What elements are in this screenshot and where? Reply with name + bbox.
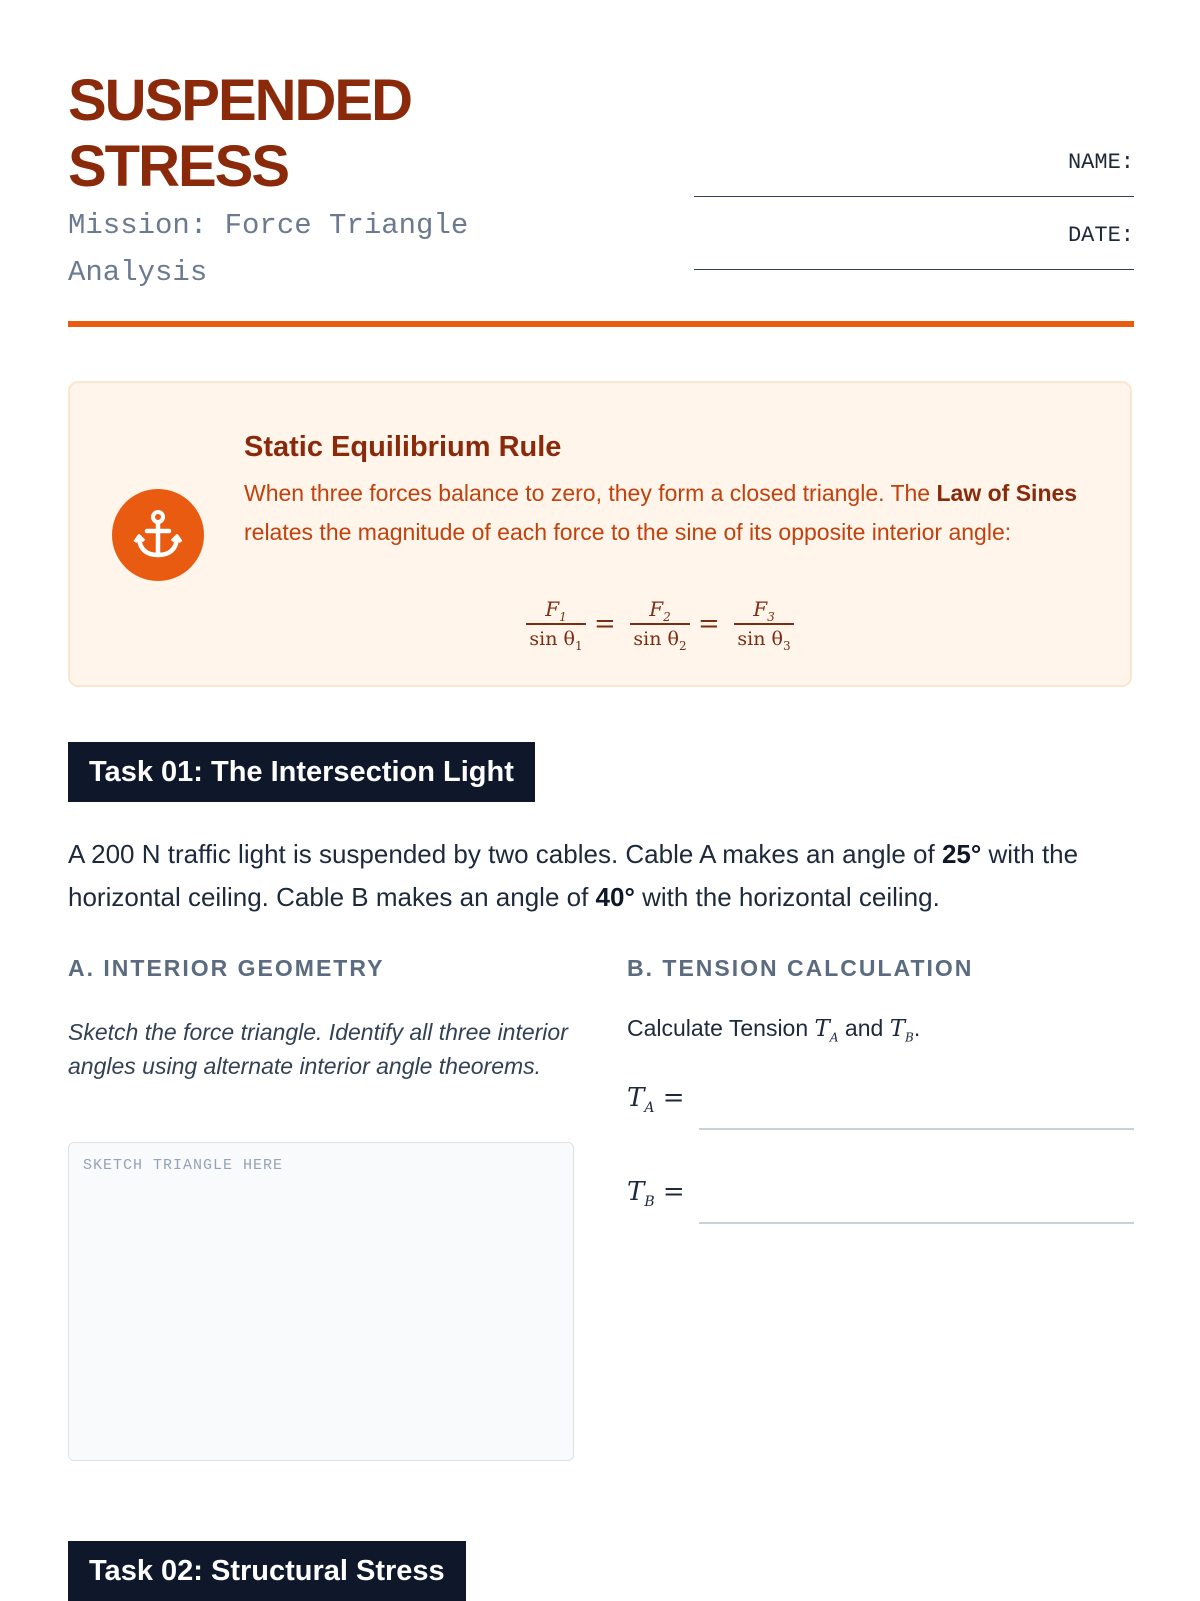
task-01-description: A 200 N traffic light is suspended by two cables. Cable A makes an angle of 25° with the horizontal ceiling. Cable B makes an angle of 40° with the horizontal ceiling. <box>68 839 1079 912</box>
header-divider <box>68 321 1134 327</box>
tension-b-row <box>627 1177 1134 1227</box>
tension-a-row <box>627 1083 1134 1133</box>
callout-body <box>244 431 1084 552</box>
angle-b-value: 40° <box>595 882 635 912</box>
tension-calculation-instructions: Calculate Tension $T_A$ and $T_B$. <box>627 1015 921 1045</box>
interior-geometry-instructions: Sketch the force triangle. Identify all three interior angles using alternate interior angle theorems. <box>68 1019 568 1079</box>
sketch-label: SKETCH TRIANGLE HERE <box>83 1157 284 1174</box>
tension-b-label: $T_B$ = <box>627 1177 685 1211</box>
equals-sign-1: = <box>594 609 616 639</box>
page-title <box>68 68 588 200</box>
task-02-header: Task 02: Structural Stress <box>68 1541 466 1601</box>
fraction-1: $F_1$ $\sin \theta_1$ <box>526 597 586 651</box>
date-label: DATE: <box>1067 223 1134 248</box>
worksheet-header <box>68 68 1134 330</box>
sketch-area[interactable] <box>68 1142 574 1461</box>
worksheet-page <box>68 0 1134 1600</box>
anchor-icon <box>112 489 204 581</box>
task-01-header: Task 01: The Intersection Light <box>68 742 535 802</box>
callout-title: Static Equilibrium Rule <box>244 431 562 463</box>
subtitle-line-2: Analysis <box>68 256 208 289</box>
title-line-2: STRESS <box>68 134 289 199</box>
subtitle-line-1: Mission: Force Triangle <box>68 209 469 242</box>
tension-calculation-heading: B. TENSION CALCULATION <box>627 955 974 981</box>
date-field[interactable] <box>694 269 1134 270</box>
name-field[interactable] <box>694 196 1134 197</box>
law-of-sines-formula <box>526 597 806 653</box>
law-of-sines-term: Law of Sines <box>936 480 1078 506</box>
equilibrium-callout <box>68 381 1132 687</box>
interior-geometry-heading: A. INTERIOR GEOMETRY <box>68 955 385 981</box>
tension-a-label: $T_A$ = <box>627 1083 685 1117</box>
page-subtitle <box>68 202 548 296</box>
angle-a-value: 25° <box>941 839 982 869</box>
name-label: NAME: <box>1067 150 1134 175</box>
student-fields <box>694 150 1134 296</box>
callout-text: When three forces balance to zero, they form a closed triangle. The Law of Sines relates the magnitude of each force to the sine of its opposite interior angle: <box>244 480 1078 545</box>
fraction-2: $F_2$ $\sin \theta_2$ <box>630 597 690 651</box>
fraction-3: $F_3$ $\sin \theta_3$ <box>734 597 794 651</box>
tension-b-answer-field[interactable] <box>699 1222 1134 1224</box>
equals-sign-2: = <box>698 609 720 639</box>
title-line-1: SUSPENDED <box>68 68 411 133</box>
tension-a-answer-field[interactable] <box>699 1128 1134 1130</box>
